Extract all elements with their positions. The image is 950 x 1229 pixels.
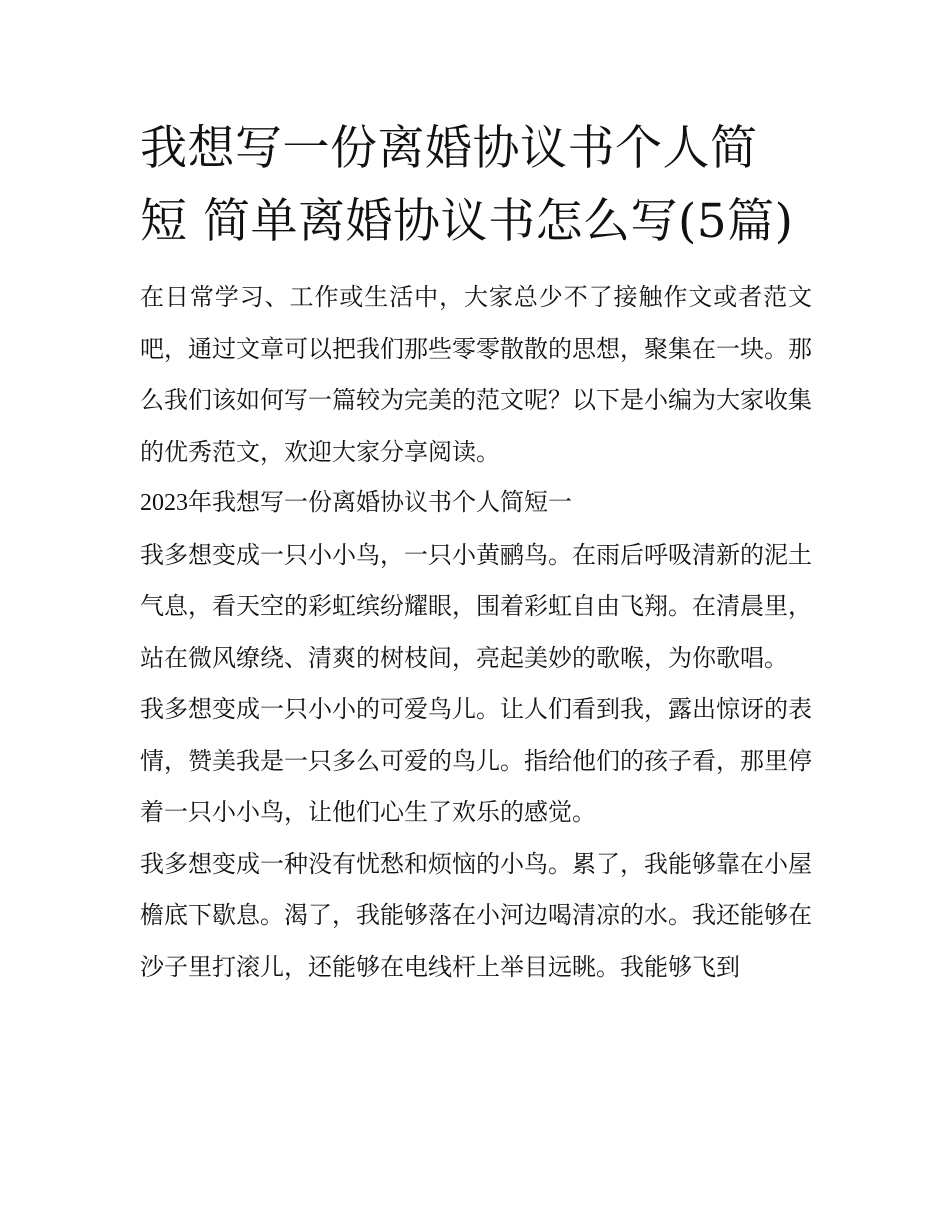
body-paragraph: 我多想变成一只小小的可爱鸟儿。让人们看到我，露出惊讶的表情，赞美我是一只多么可爱的鸟儿。指给他们的孩子看，那里停着一只小小鸟，让他们心生了欢乐的感觉。 — [140, 695, 812, 826]
body-paragraph: 我多想变成一只小小鸟，一只小黄鹂鸟。在雨后呼吸清新的泥土气息，看天空的彩虹缤纷耀眼，围着彩虹自由飞翔。在清晨里，站在微风缭绕、清爽的树枝间，亮起美妙的歌喉，为你歌唱。 — [140, 540, 812, 672]
document-page — [140, 112, 812, 993]
intro-paragraph: 在日常学习、工作或生活中，大家总少不了接触作文或者范文吧，通过文章可以把我们那些零零散散的思想，聚集在一块。那么我们该如何写一篇较为完美的范文呢？以下是小编为大家收集的优秀范文，欢迎大家分享阅读。 — [140, 283, 812, 466]
body-paragraph: 我多想变成一种没有忧愁和烦恼的小鸟。累了，我能够靠在小屋檐底下歇息。渴了，我能够落在小河边喝清凉的水。我还能够在沙子里打滚儿，还能够在电线杆上举目远眺。我能够飞到 — [140, 849, 812, 981]
section-heading: 2023年我想写一份离婚协议书个人简短一 — [140, 490, 572, 516]
document-title: 我想写一份离婚协议书个人简短 简单离婚协议书怎么写(5篇) — [140, 121, 794, 249]
document-body — [140, 272, 812, 993]
